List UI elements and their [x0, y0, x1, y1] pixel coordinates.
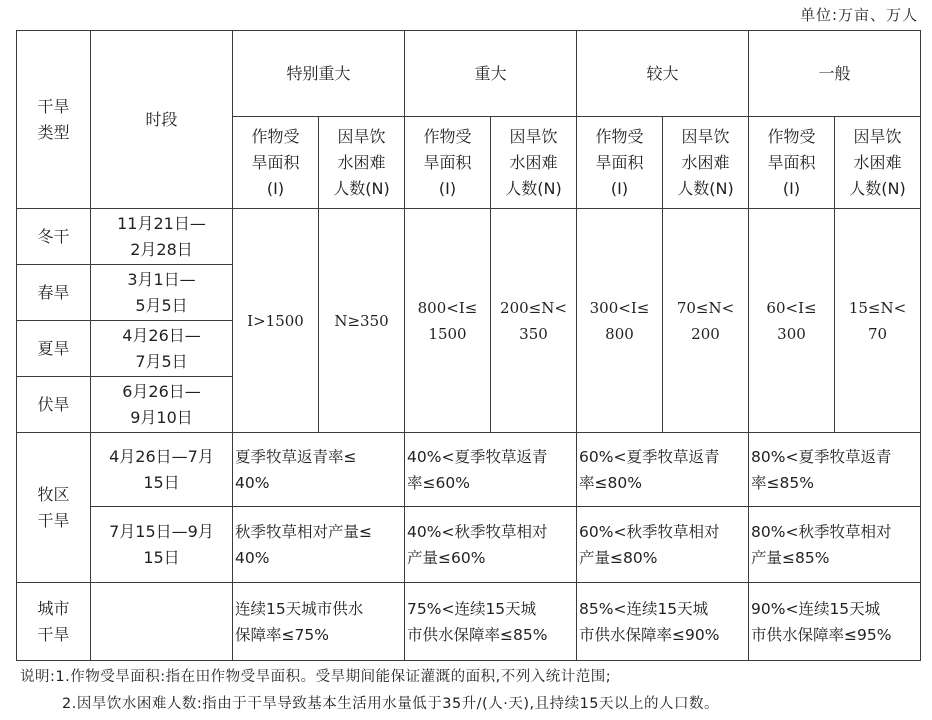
threshold-people: 15≤N< 70 — [835, 209, 921, 433]
seasonal-type: 春旱 — [17, 265, 91, 321]
header-crop-area: 作物受 旱面积 (I) — [405, 117, 491, 209]
drought-level-table — [16, 30, 921, 661]
city-period — [91, 583, 233, 661]
threshold-area: 60<I≤ 300 — [749, 209, 835, 433]
threshold-area: I>1500 — [233, 209, 319, 433]
pasture-criterion: 60%<夏季牧草返青 率≤80% — [577, 433, 749, 507]
pasture-criterion: 40%<夏季牧草返青 率≤60% — [405, 433, 577, 507]
threshold-people: 70≤N< 200 — [663, 209, 749, 433]
city-criterion: 90%<连续15天城 市供水保障率≤95% — [749, 583, 921, 661]
header-crop-area: 作物受 旱面积 (I) — [749, 117, 835, 209]
header-level-general: 一般 — [749, 31, 921, 117]
pasture-criterion: 80%<夏季牧草返青 率≤85% — [749, 433, 921, 507]
threshold-people: 200≤N< 350 — [491, 209, 577, 433]
seasonal-type: 伏旱 — [17, 377, 91, 433]
pasture-criterion: 60%<秋季牧草相对 产量≤80% — [577, 507, 749, 583]
threshold-people: N≥350 — [319, 209, 405, 433]
header-drinking-people: 因旱饮 水困难 人数(N) — [835, 117, 921, 209]
header-drought-type: 干旱 类型 — [17, 31, 91, 209]
note-2: 2.因旱饮水困难人数:指由于干旱导致基本生活用水量低于35升/(人·天),且持续15天以上的人口数。 — [62, 696, 720, 712]
pasture-criterion: 80%<秋季牧草相对 产量≤85% — [749, 507, 921, 583]
header-level-extreme: 特别重大 — [233, 31, 405, 117]
header-drinking-people: 因旱饮 水困难 人数(N) — [491, 117, 577, 209]
header-drinking-people: 因旱饮 水困难 人数(N) — [663, 117, 749, 209]
pasture-criterion: 秋季牧草相对产量≤ 40% — [233, 507, 405, 583]
pasture-type: 牧区 干旱 — [17, 433, 91, 583]
header-drinking-people: 因旱饮 水困难 人数(N) — [319, 117, 405, 209]
header-period: 时段 — [91, 31, 233, 209]
unit-label: 单位:万亩、万人 — [799, 6, 918, 24]
notes — [20, 664, 719, 718]
city-criterion: 85%<连续15天城 市供水保障率≤90% — [577, 583, 749, 661]
city-criterion: 连续15天城市供水 保障率≤75% — [233, 583, 405, 661]
city-type: 城市 干旱 — [17, 583, 91, 661]
city-criterion: 75%<连续15天城 市供水保障率≤85% — [405, 583, 577, 661]
pasture-criterion: 40%<秋季牧草相对 产量≤60% — [405, 507, 577, 583]
threshold-area: 300<I≤ 800 — [577, 209, 663, 433]
pasture-period: 4月26日—7月 15日 — [91, 433, 233, 507]
header-crop-area: 作物受 旱面积 (I) — [233, 117, 319, 209]
pasture-criterion: 夏季牧草返青率≤ 40% — [233, 433, 405, 507]
seasonal-period: 6月26日— 9月10日 — [91, 377, 233, 433]
seasonal-period: 3月1日— 5月5日 — [91, 265, 233, 321]
seasonal-period: 11月21日— 2月28日 — [91, 209, 233, 265]
header-crop-area: 作物受 旱面积 (I) — [577, 117, 663, 209]
seasonal-type: 冬干 — [17, 209, 91, 265]
seasonal-period: 4月26日— 7月5日 — [91, 321, 233, 377]
threshold-area: 800<I≤ 1500 — [405, 209, 491, 433]
seasonal-type: 夏旱 — [17, 321, 91, 377]
pasture-period: 7月15日—9月 15日 — [91, 507, 233, 583]
header-level-large: 较大 — [577, 31, 749, 117]
note-1: 说明:1.作物受旱面积:指在田作物受旱面积。受旱期间能保证灌溉的面积,不列入统计范围; — [20, 669, 612, 685]
header-level-major: 重大 — [405, 31, 577, 117]
